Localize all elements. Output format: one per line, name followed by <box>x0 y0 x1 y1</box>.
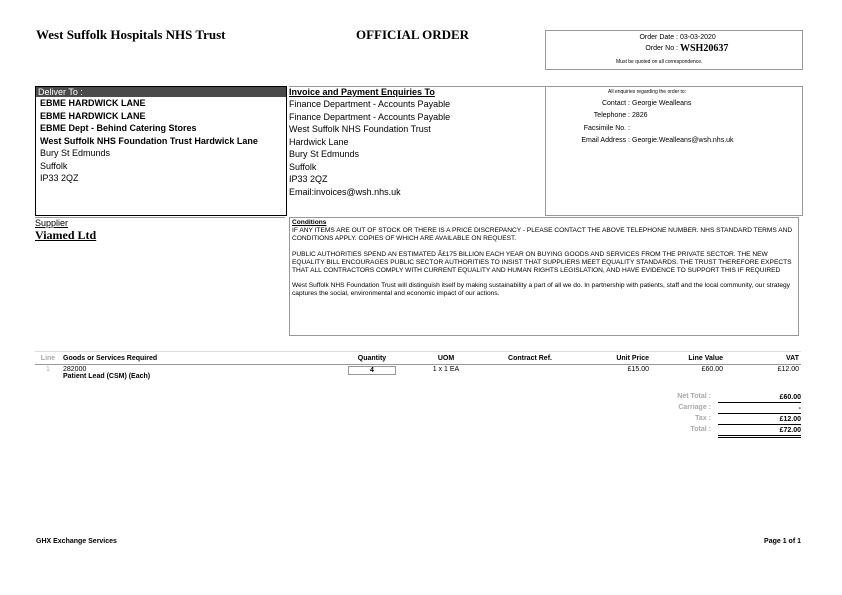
cell-uom: 1 x 1 EA <box>432 366 460 373</box>
table-header-row <box>35 352 801 365</box>
conditions-heading: Conditions <box>292 219 327 226</box>
order-date-value: 03-03-2020 <box>680 34 716 41</box>
invoice-enquiries-section <box>289 86 545 215</box>
deliver-line: Suffolk <box>40 160 68 171</box>
telephone-label: Telephone : <box>593 112 630 119</box>
col-unit-price: Unit Price <box>577 352 651 365</box>
invoice-line: Hardwick Lane <box>289 136 349 147</box>
cell-line: 1 <box>46 366 50 373</box>
order-enquiries-box <box>545 86 803 216</box>
col-quantity: Quantity <box>335 352 409 365</box>
deliver-line: EBME Dept - Behind Catering Stores <box>40 123 197 133</box>
cell-vat: £12.00 <box>777 366 799 373</box>
tax-value: £12.00 <box>718 415 801 425</box>
conditions-paragraph: PUBLIC AUTHORITIES SPEND AN ESTIMATED Â£175 BILLION EACH YEAR ON BUYING GOODS AND SERVICES FROM THE PRIVATE SECTOR. THE NEW EQUALITY BILL ENCOURAGES PUBLIC SECTOR AUTHORITIES TO INSIST THAT SUPPLIERS MEET EQUALITY STANDARDS. THE TRUST THEREFORE EXPECTS THAT ALL CONTRACTORS COMPLY WITH CURRENT EQUALITY AND HUMAN RIGHTS LEGISLATION, AND HAVE EVIDENCE TO SUPPORT THIS IF REQUIRED <box>292 250 792 275</box>
order-number-value: WSH20637 <box>680 43 729 54</box>
supplier-section <box>35 217 285 243</box>
grand-total-row <box>640 426 801 437</box>
totals-block <box>640 393 801 437</box>
order-date-label: Order Date : <box>639 34 678 41</box>
net-total-label: Net Total : <box>677 393 711 400</box>
col-line-value: Line Value <box>651 352 725 365</box>
invoice-heading: Invoice and Payment Enquiries To <box>289 87 435 97</box>
deliver-to-heading: Deliver To : <box>36 87 286 97</box>
deliver-line: Bury St Edmunds <box>40 148 111 158</box>
table-row <box>35 365 801 382</box>
invoice-line: Finance Department - Accounts Payable <box>289 111 451 122</box>
invoice-line: Bury St Edmunds <box>289 149 360 159</box>
document-title: OFFICIAL ORDER <box>356 27 470 42</box>
deliver-line: West Suffolk NHS Foundation Trust Hardwick Lane <box>40 135 258 146</box>
net-total-row <box>640 393 801 404</box>
footer-provider: GHX Exchange Services <box>36 538 117 545</box>
cell-goods <box>61 365 335 382</box>
cell-contract <box>483 365 577 382</box>
order-number-label: Order No : <box>645 45 678 52</box>
item-code: 282000 <box>63 366 87 373</box>
deliver-to-box <box>35 86 287 216</box>
deliver-line: EBME HARDWICK LANE <box>40 110 146 121</box>
invoice-line: Finance Department - Accounts Payable <box>289 99 451 109</box>
cell-line-value: £60.00 <box>701 366 723 373</box>
fax-label: Facsimile No. : <box>583 125 630 132</box>
item-description: Patient Lead (CSM) (Each) <box>63 373 151 380</box>
enquiries-note: All enquiries regarding the order to: <box>608 89 687 95</box>
tax-label: Tax : <box>695 415 711 422</box>
grand-total-value: £72.00 <box>718 426 801 438</box>
cell-unit-price: £15.00 <box>627 366 649 373</box>
telephone-value: 2826 <box>632 112 648 119</box>
grand-total-label: Total : <box>690 426 711 433</box>
col-line: Line <box>35 352 61 365</box>
contact-value: Georgie Wealleans <box>632 100 692 107</box>
order-info-box <box>545 30 803 70</box>
deliver-line: EBME HARDWICK LANE <box>40 98 146 108</box>
carriage-label: Carriage : <box>678 404 711 411</box>
col-contract: Contract Ref. <box>483 352 577 365</box>
email-label: Email Address : <box>581 137 630 144</box>
page-number: Page 1 of 1 <box>764 538 801 545</box>
supplier-label: Supplier <box>35 218 69 228</box>
conditions-box <box>289 217 799 336</box>
net-total-value: £60.00 <box>718 393 801 403</box>
tax-row <box>640 415 801 426</box>
invoice-line: IP33 2QZ <box>289 174 328 184</box>
invoice-line: Suffolk <box>289 161 317 172</box>
cell-quantity <box>335 365 409 382</box>
email-value[interactable]: Georgie.Wealleans@wsh.nhs.uk <box>632 137 734 144</box>
invoice-line: West Suffolk NHS Foundation Trust <box>289 124 431 134</box>
quote-note: Must be quoted on all correspondence. <box>616 59 703 65</box>
supplier-name: Viamed Ltd <box>35 228 97 242</box>
carriage-row <box>640 404 801 415</box>
order-items-table <box>35 351 801 381</box>
conditions-paragraph: West Suffolk NHS Foundation Trust will distinguish itself by making sustainability a part of all we do. In partnership with patients, staff and the local community, our strategy captures the social, environmental and economic impact of our actions. <box>292 282 790 298</box>
invoice-email[interactable]: Email:invoices@wsh.nhs.uk <box>289 186 401 197</box>
deliver-line: IP33 2QZ <box>40 173 79 183</box>
col-goods: Goods or Services Required <box>61 352 335 365</box>
col-vat: VAT <box>725 352 801 365</box>
col-uom: UOM <box>409 352 483 365</box>
trust-name: West Suffolk Hospitals NHS Trust <box>36 27 226 42</box>
carriage-value: - <box>718 404 801 414</box>
quantity-value: 4 <box>348 366 396 375</box>
contact-label: Contact : <box>601 100 630 107</box>
conditions-paragraph: IF ANY ITEMS ARE OUT OF STOCK OR THERE IS A PRICE DISCREPANCY - PLEASE CONTACT THE ABOVE TELEPHONE NUMBER. NHS STANDARD TERMS AND CONDITIONS APPLY. COPIES OF WHICH ARE AVAILABLE ON REQUEST. <box>292 227 793 243</box>
